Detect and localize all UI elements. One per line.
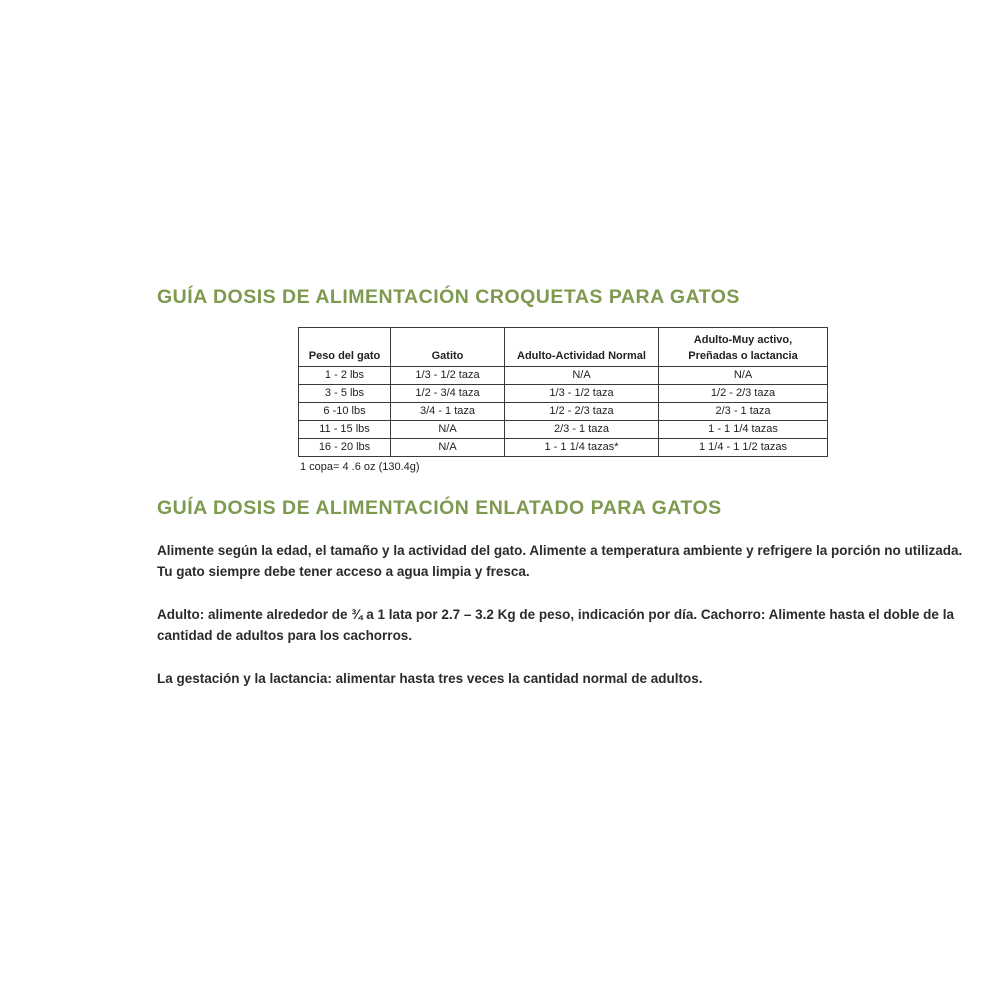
- cell-adult-normal: 2/3 - 1 taza: [505, 421, 659, 439]
- table-row: [299, 421, 828, 439]
- cell-weight: 11 - 15 lbs: [299, 421, 391, 439]
- feeding-instructions-paragraph: Alimente según la edad, el tamaño y la actividad del gato. Alimente a temperatura ambiente y refrigere la porción no utilizada. Tu gato siempre debe tener acceso a agua limpia y fresca.: [157, 543, 963, 579]
- table-row: [299, 385, 828, 403]
- header-kitten: Gatito: [391, 328, 505, 367]
- cell-weight: 3 - 5 lbs: [299, 385, 391, 403]
- pregnancy-lactation-paragraph: La gestación y la lactancia: alimentar hasta tres veces la cantidad normal de adultos.: [157, 671, 703, 686]
- cell-kitten: 3/4 - 1 taza: [391, 403, 505, 421]
- cell-weight: 16 - 20 lbs: [299, 439, 391, 457]
- table-row: [299, 367, 828, 385]
- cell-weight: 1 - 2 lbs: [299, 367, 391, 385]
- cell-adult-active: N/A: [659, 367, 828, 385]
- cell-adult-normal: 1 - 1 1/4 tazas*: [505, 439, 659, 457]
- header-weight: Peso del gato: [299, 328, 391, 367]
- cell-adult-normal: 1/3 - 1/2 taza: [505, 385, 659, 403]
- adult-kitten-dosage-paragraph: Adulto: alimente alrededor de ¾ a 1 lata por 2.7 – 3.2 Kg de peso, indicación por día. Cachorro: Alimente hasta el doble de la cantidad de adultos para los cachorros.: [157, 607, 954, 643]
- cell-adult-active: 1 - 1 1/4 tazas: [659, 421, 828, 439]
- cell-adult-active: 1 1/4 - 1 1/2 tazas: [659, 439, 828, 457]
- cell-adult-active: 2/3 - 1 taza: [659, 403, 828, 421]
- table-header-row: [299, 328, 828, 367]
- table-row: [299, 439, 828, 457]
- table-row: [299, 403, 828, 421]
- cup-conversion-note: 1 copa= 4 .6 oz (130.4g): [300, 461, 420, 473]
- cell-adult-normal: N/A: [505, 367, 659, 385]
- feeding-table: [298, 327, 828, 457]
- cell-adult-active: 1/2 - 2/3 taza: [659, 385, 828, 403]
- header-adult-active-line1: Adulto-Muy activo,: [693, 334, 793, 346]
- cell-kitten: 1/3 - 1/2 taza: [391, 367, 505, 385]
- header-adult-active: [659, 328, 828, 367]
- cell-kitten: N/A: [391, 439, 505, 457]
- cell-kitten: N/A: [391, 421, 505, 439]
- header-adult-active-line2: Preñadas o lactancia: [688, 350, 798, 362]
- wet-food-title: GUÍA DOSIS DE ALIMENTACIÓN ENLATADO PARA GATOS: [157, 497, 722, 519]
- dry-food-title: GUÍA DOSIS DE ALIMENTACIÓN CROQUETAS PARA GATOS: [157, 286, 740, 308]
- cell-weight: 6 -10 lbs: [299, 403, 391, 421]
- header-adult-normal: Adulto-Actividad Normal: [505, 328, 659, 367]
- cell-kitten: 1/2 - 3/4 taza: [391, 385, 505, 403]
- cell-adult-normal: 1/2 - 2/3 taza: [505, 403, 659, 421]
